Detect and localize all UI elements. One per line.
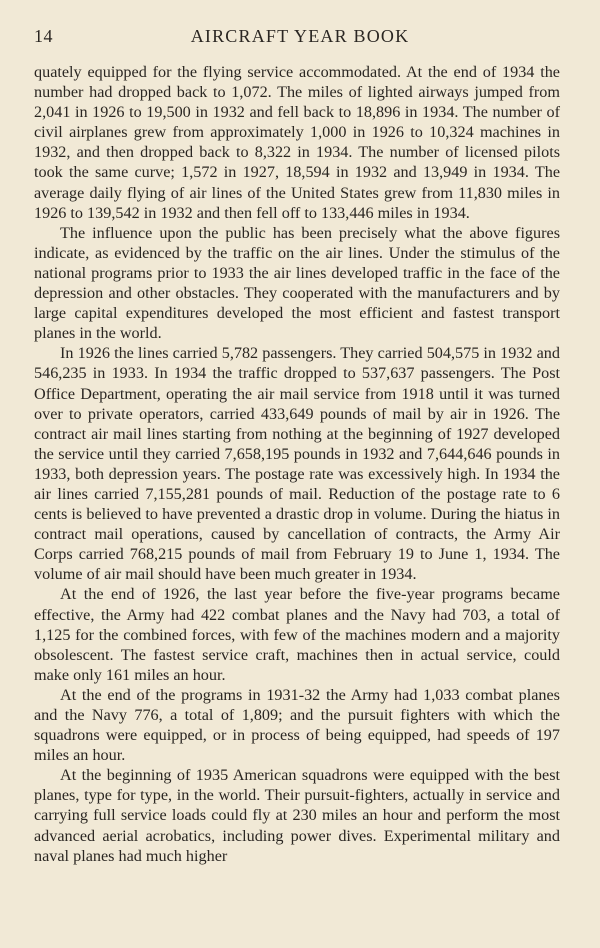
paragraph: In 1926 the lines carried 5,782 passengers. They carried 504,575 in 1932 and 546,235 in 1933. In 1934 the traffic dropped to 537,637 passengers. The Post Office Department, operating the air mail service from 1918 until it was turned over to private operators, carried 433,649 pounds of mail by air in 1926. The contract air mail lines starting from nothing at the beginning of 1927 developed the service until they carried 7,658,195 pounds in 1932 and 7,644,646 pounds in 1933, both depression years. The postage rate was excessively high. In 1934 the air lines carried 7,155,281 pounds of mail. Reduction of the postage rate to 6 cents is believed to have prevented a drastic drop in volume. During the hiatus in contract mail operations, caused by cancellation of contracts, the Army Air Corps carried 768,215 pounds of mail from February 19 to June 1, 1934. The volume of air mail should have been much greater in 1934. [34, 344, 560, 584]
paragraph: At the beginning of 1935 American squadrons were equipped with the best planes, type for type, in the world. Their pursuit-fighters, actually in service and carrying full service loads could fly at 230 miles an hour and perform the most advanced aerial acrobatics, including power dives. Experimental military and naval planes had much higher [34, 766, 560, 865]
paragraph-continued: quately equipped for the flying service accommodated. At the end of 1934 the number had dropped back to 1,072. The miles of lighted airways jumped from 2,041 in 1926 to 19,500 in 1932 and fell back to 18,896 in 1934. The number of civil airplanes grew from approximately 1,000 in 1926 to 10,324 machines in 1932, and then dropped back to 8,322 in 1934. The number of licensed pilots took the same curve; 1,572 in 1927, 18,594 in 1932 and 13,949 in 1934. The average daily flying of air lines of the United States grew from 11,830 miles in 1926 to 139,542 in 1932 and then fell off to 133,446 miles in 1934. [34, 63, 560, 222]
paragraph: The influence upon the public has been precisely what the above figures indicate, as evidenced by the traffic on the air lines. Under the stimulus of the national programs prior to 1933 the air lines developed traffic in the face of the depression and other obstacles. They cooperated with the manufacturers and by large capital expenditures developed the most efficient and fastest transport planes in the world. [34, 223, 560, 343]
page-header [34, 26, 566, 50]
paragraph: At the end of the programs in 1931-32 the Army had 1,033 combat planes and the Navy 776, a total of 1,809; and the pursuit fighters with which the squadrons were equipped, or in process of being equipped, had speeds of 197 miles an hour. [34, 685, 560, 765]
page-number: 14 [34, 26, 53, 46]
running-head: AIRCRAFT YEAR BOOK [190, 26, 410, 46]
body-text [34, 62, 560, 866]
paragraph: At the end of 1926, the last year before the five-year programs became effective, the Army had 422 combat planes and the Navy had 703, a total of 1,125 for the combined forces, with few of the machines modern and a majority obsolescent. The fastest service craft, machines then in actual service, could make only 161 miles an hour. [34, 585, 560, 684]
